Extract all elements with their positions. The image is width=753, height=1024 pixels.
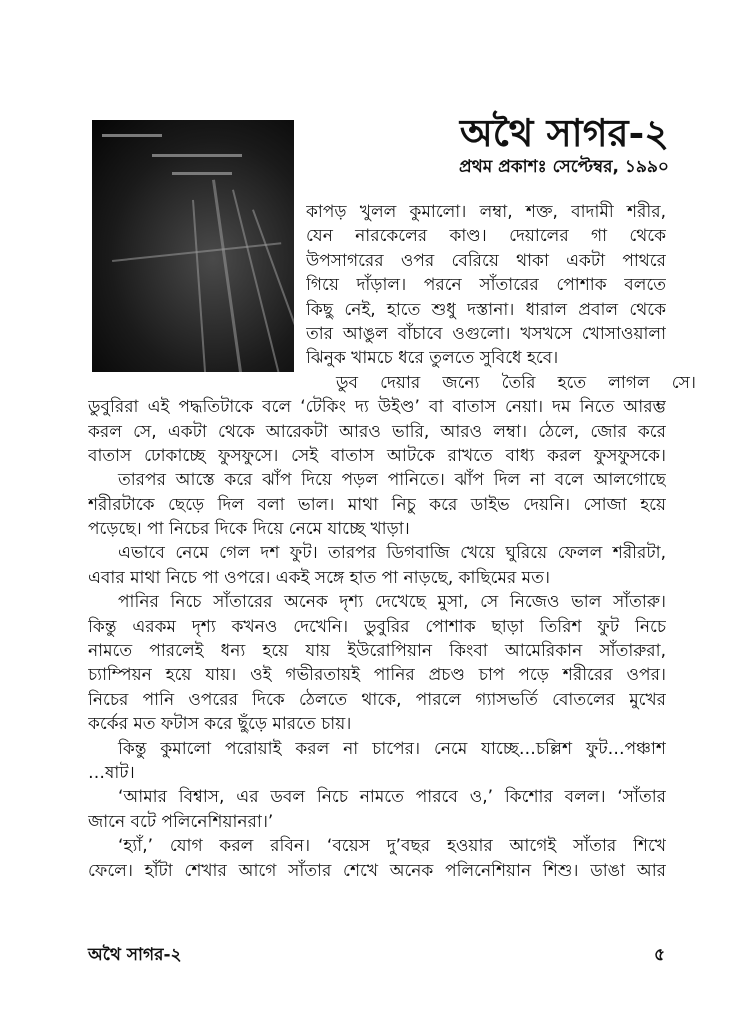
text-line: নামতে পারলেই ধন্য হয়ে যায় ইউরোপিয়ান কিংবা আমেরিকান সাঁতারুরা, bbox=[88, 641, 666, 662]
text-line: পড়েছে। পা নিচের দিকে দিয়ে নেমে যাচ্ছে খাড়া। bbox=[88, 519, 410, 540]
cover-text-mark bbox=[172, 172, 232, 175]
running-footer-title: অথৈ সাগর-২ bbox=[88, 945, 182, 965]
text-line: চ্যাম্পিয়ন হয়ে যায়। ওই গভীরতায়ই পানির প্রচণ্ড চাপ পড়ে শরীরের ওপর। bbox=[88, 665, 666, 686]
text-line: ডুবুরিরা এই পদ্ধতিটাকে বলে ‘টেকিং দ্য উইণ্ড’ বা বাতাস নেয়া। দম নিতে আরম্ভ bbox=[88, 397, 666, 418]
text-line: ‘হ্যাঁ,’ যোগ করল রবিন। ‘বয়েস দু’বছর হওয়ার আগেই সাঁতার শিখে bbox=[118, 836, 666, 857]
cover-text-mark bbox=[152, 154, 242, 157]
publication-date: প্রথম প্রকাশঃ সেপ্টেম্বর, ১৯৯০ bbox=[459, 157, 669, 177]
text-line: কিছু নেই, হাতে শুধু দস্তানা। ধারাল প্রবাল থেকে bbox=[306, 299, 666, 320]
text-line: গিয়ে দাঁড়াল। পরনে সাঁতারের পোশাক বলতে bbox=[306, 275, 666, 296]
text-line: কিন্তু এরকম দৃশ্য কখনও দেখেনি। ডুবুরির পোশাক ছাড়া তিরিশ ফুট নিচে bbox=[88, 616, 666, 637]
text-line: কাপড় খুলল কুমালো। লম্বা, শক্ত, বাদামী শরীর, bbox=[306, 202, 666, 222]
text-line: নিচের পানি ওপরের দিকে ঠেলতে থাকে, পারলে গ্যাসভর্তি বোতলের মুখের bbox=[88, 689, 666, 710]
text-line: জানে বটে পলিনেশিয়ানরা।’ bbox=[88, 811, 274, 832]
book-title: অথৈ সাগর-২ bbox=[459, 110, 669, 155]
text-line: পানির নিচে সাঁতারের অনেক দৃশ্য দেখেছে মুসা, সে নিজেও ভাল সাঁতারু। bbox=[118, 592, 666, 613]
text-line: ‘আমার বিশ্বাস, এর ডবল নিচে নামতে পারবে ও,’ কিশোর বলল। ‘সাঁতার bbox=[118, 787, 666, 808]
text-line: তার আঙুল বাঁচাবে ওগুলো। খসখসে খোসাওয়ালা bbox=[306, 323, 666, 344]
body-text bbox=[88, 200, 696, 883]
text-line: কর্কের মত ফটাস করে ছুঁড়ে মারতে চায়। bbox=[88, 714, 352, 735]
text-line: এবার মাথা নিচে পা ওপরে। একই সঙ্গে হাত পা নাড়ছে, কাছিমের মত। bbox=[88, 567, 550, 588]
text-line: ফেলে। হাঁটা শেখার আগে সাঁতার শেখে অনেক পলিনেশিয়ান শিশু। ডাঙা আর bbox=[88, 860, 666, 881]
text-line: তারপর আস্তে করে ঝাঁপ দিয়ে পড়ল পানিতে। ঝাঁপ দিল না বলে আলগোছে bbox=[118, 470, 666, 491]
text-line: শরীরটাকে ছেড়ে দিল বলা ভাল। মাথা নিচু করে ডাইভ দেয়নি। সোজা হয়ে bbox=[88, 494, 666, 515]
text-line: যেন নারকেলের কাণ্ড। দেয়ালের গা থেকে bbox=[306, 226, 666, 247]
text-line: এভাবে নেমে গেল দশ ফুট। তারপর ডিগবাজি খেয়ে ঘুরিয়ে ফেলল শরীরটা, bbox=[118, 543, 666, 564]
text-line: উপসাগরের ওপর বেরিয়ে থাকা একটা পাথরে bbox=[306, 250, 666, 271]
text-line: ডুব দেয়ার জন্যে তৈরি হতে লাগল সে। bbox=[336, 372, 696, 393]
text-line: …ষাট। bbox=[88, 762, 135, 783]
text-line: করল সে, একটা থেকে আরেকটা আরও ভারি, আরও লম্বা। ঠেলে, জোর করে bbox=[88, 421, 666, 442]
cover-text-mark bbox=[102, 134, 162, 137]
page-number: ৫ bbox=[653, 945, 665, 965]
text-line: বাতাস ঢোকাচ্ছে ফুসফুসে। সেই বাতাস আটকে রাখতে বাধ্য করল ফুসফুসকে। bbox=[88, 445, 666, 466]
text-line: কিন্তু কুমালো পরোয়াই করল না চাপের। নেমে যাচ্ছে…চল্লিশ ফুট…পঞ্চাশ bbox=[118, 738, 666, 759]
text-line: ঝিনুক খামচে ধরে তুলতে সুবিধে হবে। bbox=[306, 348, 559, 369]
